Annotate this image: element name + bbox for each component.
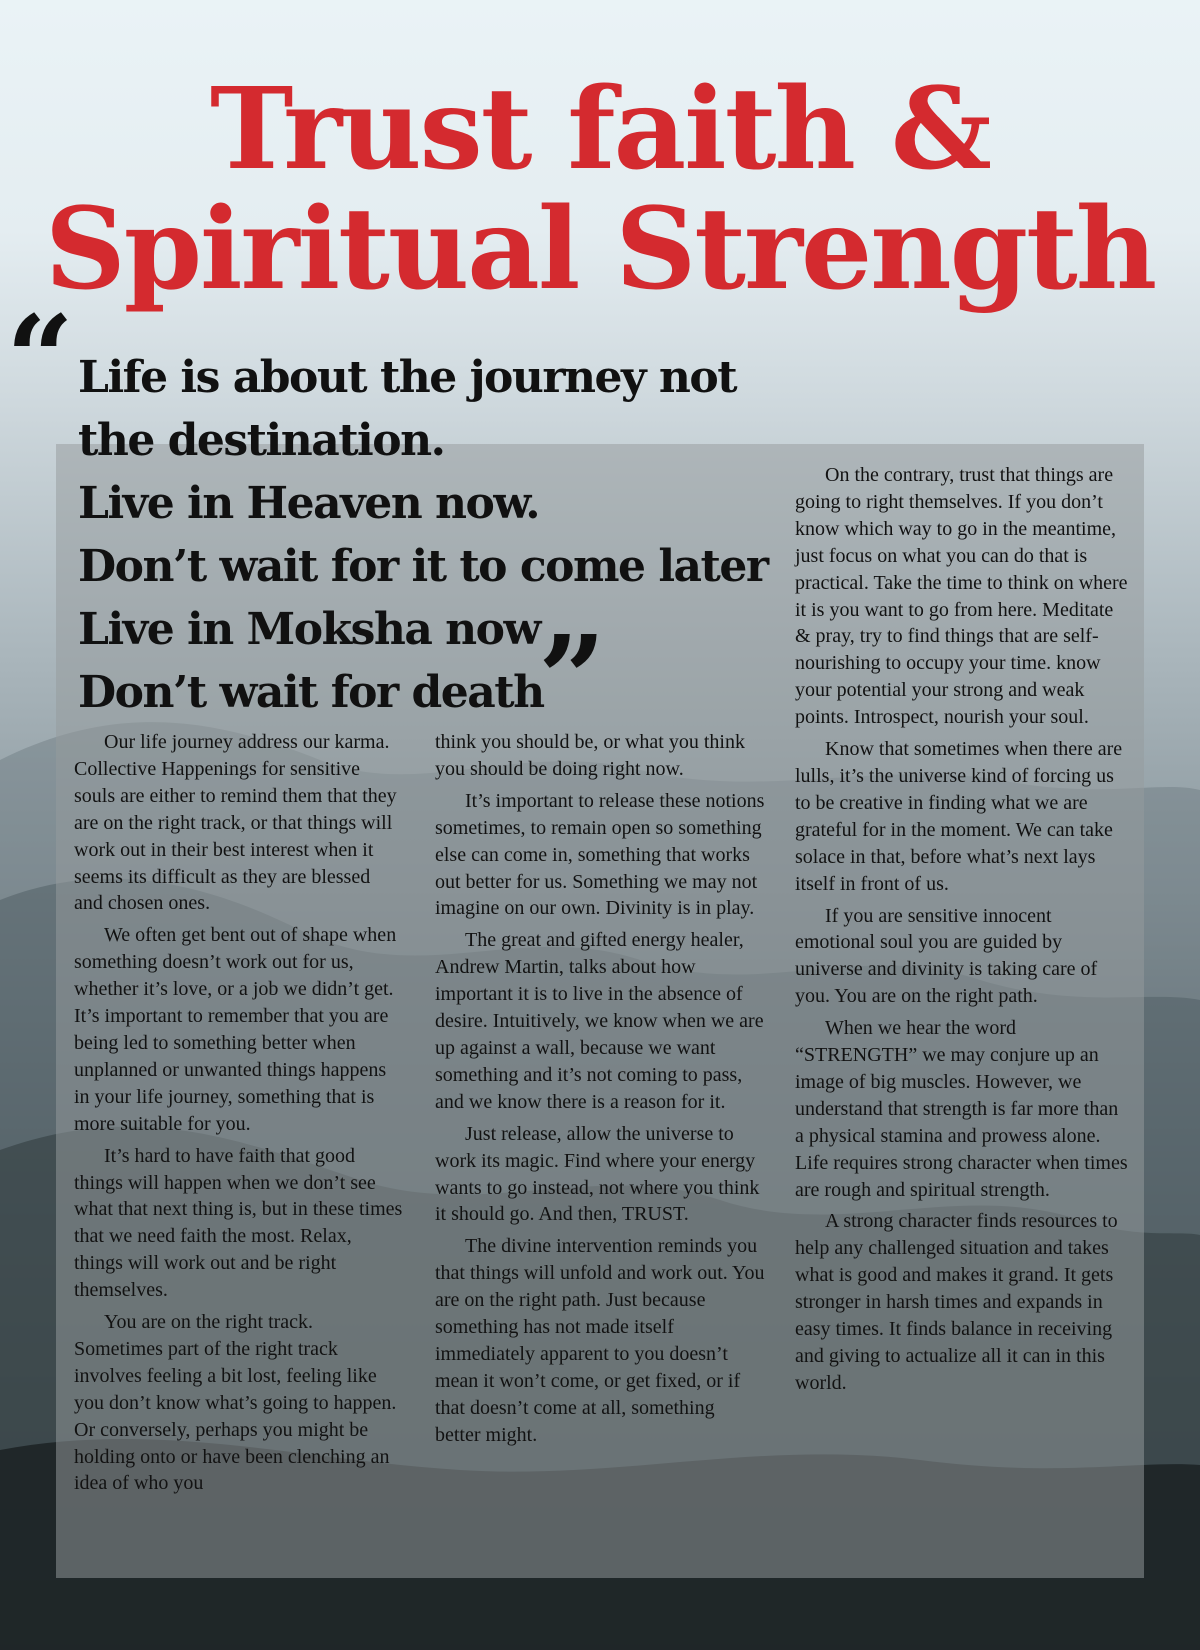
quote-line: Don’t wait for death (78, 667, 544, 718)
paragraph: If you are sensitive innocent emotional soul you are guided by universe and divinity is taking care of you. You are on the right path. (795, 904, 1098, 1008)
body-column-1 (74, 729, 404, 1502)
quote-line: the destination. (78, 415, 445, 466)
body-column-3 (795, 462, 1130, 1402)
paragraph: On the contrary, trust that things are going to right themselves. If you don’t know which way to go in the meantime, just focus on what you can do that is practical. Take the time to think on where it is you want to go from here. Meditate & pray, try to find things that are self-nourishing to occupy your time. know your potential your strong and weak points. Introspect, nourish your soul. (795, 464, 1128, 729)
paragraph: A strong character finds resources to help any challenged situation and takes what is good and makes it grand. It gets stronger in harsh times and expands in easy times. It finds balance in receiving and giving to actualize all it can in this world. (795, 1210, 1118, 1394)
body-column-2 (435, 729, 765, 1454)
paragraph: The divine intervention reminds you that things will unfold and work out. You are on the right path. Just because something has not made itself immediately apparent to you doesn’t mean it won’t come, or get fixed, or if that doesn’t come at all, something better might. (435, 1235, 765, 1446)
quote-line: Live in Heaven now. (78, 478, 540, 529)
paragraph: It’s important to release these notions sometimes, to remain open so something else can come in, something that works out better for us. Something we may not imagine on our own. Divinity is in play. (435, 789, 765, 920)
paragraph: You are on the right track. Sometimes part of the right track involves feeling a bit lost, feeling like you don’t know what’s going to happen. Or conversely, perhaps you might be holding onto or have been clenching an idea of who you (74, 1311, 397, 1495)
close-quote-mark: ” (538, 609, 606, 748)
paragraph: We often get bent out of shape when something doesn’t work out for us, whether it’s love, or a job we didn’t get. It’s important to remember that you are being led to something better when unplanned or unwanted things happens in your life journey, something that is more suitable for you. (74, 924, 397, 1135)
page-title (0, 64, 1200, 315)
paragraph: Know that sometimes when there are lulls, it’s the universe kind of forcing us to be creative in finding what we are grateful for in the moment. We can take solace in that, before what’s next lays itself in front of us. (795, 738, 1123, 895)
title-line-2: Spiritual Strength (44, 184, 1156, 315)
quote-line: Life is about the journey not (78, 352, 737, 403)
paragraph: Our life journey address our karma. Collective Happenings for sensitive souls are either to remind them that they are on the right track, or that things will work out in their best interest when it seems its difficult as they are blessed and chosen ones. (74, 731, 397, 915)
quote-line: Live in Moksha now (78, 604, 540, 655)
open-quote-mark: “ (6, 289, 74, 428)
quote-line: Don’t wait for it to come later (78, 541, 768, 592)
paragraph: The great and gifted energy healer, Andrew Martin, talks about how important it is to live in the absence of desire. Intuitively, we know when we are up against a wall, because we want something and it’s not coming to pass, and we know there is a reason for it. (435, 929, 764, 1113)
paragraph: Just release, allow the universe to work its magic. Find where your energy wants to go instead, not where you think it should go. And then, TRUST. (435, 1122, 760, 1226)
pull-quote (78, 346, 778, 724)
paragraph: It’s hard to have faith that good things will happen when we don’t see what that next thing is, but in these times that we need faith the most. Relax, things will work out and be right themselves. (74, 1144, 403, 1302)
paragraph-continuation: think you should be, or what you think you should be doing right now. (435, 731, 745, 780)
paragraph: When we hear the word “STRENGTH” we may conjure up an image of big muscles. However, we understand that strength is far more than a physical stamina and prowess alone. Life requires strong character when times are rough and spiritual strength. (795, 1017, 1128, 1201)
title-line-1: Trust faith & (210, 64, 990, 195)
